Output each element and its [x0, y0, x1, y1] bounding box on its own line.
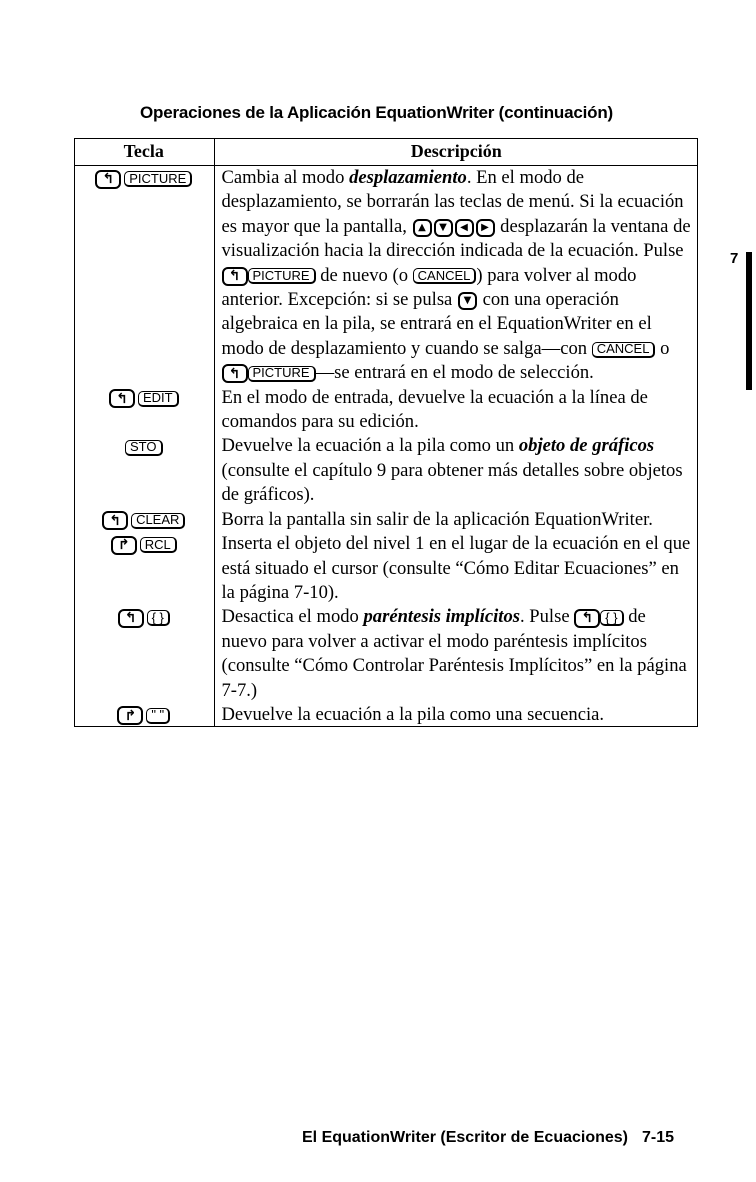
table-row: [74, 605, 698, 703]
description-text: (consulte el capítulo 9 para obtener más detalles sobre objetos de gráficos).: [221, 459, 683, 506]
description-text: ) para volver al modo anterior. Excepción: si se pulsa: [221, 264, 637, 311]
keycap: CANCEL: [413, 268, 477, 284]
description-text: . En el modo de desplazamiento, se borrarán las teclas de menú. Si la ecuación es mayor que la pantalla,: [221, 167, 684, 237]
keycap: PICTURE: [248, 366, 316, 382]
up-arrow-key: ▲: [413, 219, 432, 237]
description-cell: [214, 703, 698, 727]
keycap: PICTURE: [248, 268, 316, 284]
key-cell: [74, 434, 214, 507]
description-text: o: [655, 337, 670, 359]
footer-title: El EquationWriter (Escritor de Ecuaciones): [302, 1129, 628, 1146]
description-cell: [214, 166, 698, 386]
description-text: Devuelve la ecuación a la pila como una secuencia.: [221, 703, 605, 725]
key-sequence: [118, 609, 170, 628]
description-text: de nuevo (o: [315, 264, 413, 286]
left-shift-key: ↰: [222, 267, 248, 286]
description-text: Desactica el modo: [221, 606, 364, 628]
keycap: CLEAR: [131, 513, 185, 529]
keycap: RCL: [140, 537, 177, 553]
key-sequence: [95, 170, 192, 189]
description-text: En el modo de entrada, devuelve la ecuación a la línea de comandos para su edición.: [221, 386, 648, 433]
keycap: { }: [600, 610, 623, 626]
description-cell: [214, 605, 698, 703]
page-title: Operaciones de la Aplicación EquationWriter (continuación): [140, 103, 613, 122]
description-text: Borra la pantalla sin salir de la aplicación EquationWriter.: [221, 508, 653, 530]
operations-table: [74, 138, 698, 727]
keycap: " ": [146, 708, 170, 724]
chapter-thumb-bar: [746, 252, 752, 390]
emphasis-text: desplazamiento: [349, 167, 467, 188]
left-shift-key: ↰: [118, 609, 144, 628]
description-text: Devuelve la ecuación a la pila como un: [221, 435, 519, 457]
table-row: [74, 386, 698, 435]
left-shift-key: ↰: [102, 511, 128, 530]
keycap: CANCEL: [592, 342, 656, 358]
left-shift-key: ↰: [574, 609, 600, 628]
key-cell: [74, 605, 214, 703]
key-sequence: [125, 440, 163, 456]
emphasis-text: paréntesis implícitos: [363, 606, 520, 628]
keycap: EDIT: [138, 391, 179, 407]
down-arrow-key: ▼: [458, 292, 477, 310]
right-arrow-key: ▶: [476, 219, 495, 237]
description-text: de nuevo para volver a activar el modo paréntesis implícitos (consulte “Cómo Controlar Paréntesis Implícitos” en la página 7-7.): [221, 606, 687, 701]
key-sequence: [117, 706, 170, 725]
key-sequence: [109, 389, 179, 408]
left-shift-key: ↰: [109, 389, 135, 408]
page-number: 7-15: [642, 1129, 675, 1146]
left-shift-key: ↰: [222, 364, 248, 383]
description-text: desplazarán la ventana de visualización hacia la dirección indicada de la ecuación. Pulse: [221, 215, 691, 262]
keycap: { }: [147, 610, 170, 626]
left-shift-key: ↰: [95, 170, 121, 189]
table-body: [74, 166, 698, 728]
left-arrow-key: ◀: [455, 219, 474, 237]
description-text: con una operación algebraica en la pila, se entrará en el EquationWriter en el modo de desplazamiento y cuando se salga—con: [221, 289, 652, 359]
key-cell: [74, 508, 214, 532]
right-shift-key: ↱: [117, 706, 143, 725]
column-header-description: Descripción: [214, 138, 698, 166]
table-row: [74, 166, 698, 386]
description-cell: [214, 434, 698, 507]
column-header-key: Tecla: [74, 138, 214, 166]
description-cell: [214, 508, 698, 532]
key-sequence: [102, 511, 185, 530]
keycap: STO: [125, 440, 163, 456]
table-row: [74, 703, 698, 727]
table-row: [74, 532, 698, 605]
description-text: Inserta el objeto del nivel 1 en el lugar de la ecuación en el que está situado el cursor (consulte “Cómo Editar Ecuaciones” en la página 7-10).: [221, 533, 691, 603]
table-row: [74, 434, 698, 507]
keycap: PICTURE: [124, 171, 192, 187]
key-cell: [74, 532, 214, 605]
key-cell: [74, 166, 214, 386]
description-text: Cambia al modo: [221, 167, 350, 188]
description-text: . Pulse: [520, 606, 575, 628]
description-cell: [214, 532, 698, 605]
description-cell: [214, 386, 698, 435]
key-cell: [74, 703, 214, 727]
down-arrow-key: ▼: [434, 219, 453, 237]
table-row: [74, 508, 698, 532]
key-sequence: [111, 536, 177, 555]
description-text: —se entrará en el modo de selección.: [315, 362, 594, 384]
right-shift-key: ↱: [111, 536, 137, 555]
chapter-tab-number: 7: [730, 250, 739, 267]
key-cell: [74, 386, 214, 435]
page-footer: [302, 1129, 674, 1147]
emphasis-text: objeto de gráficos: [518, 435, 655, 457]
